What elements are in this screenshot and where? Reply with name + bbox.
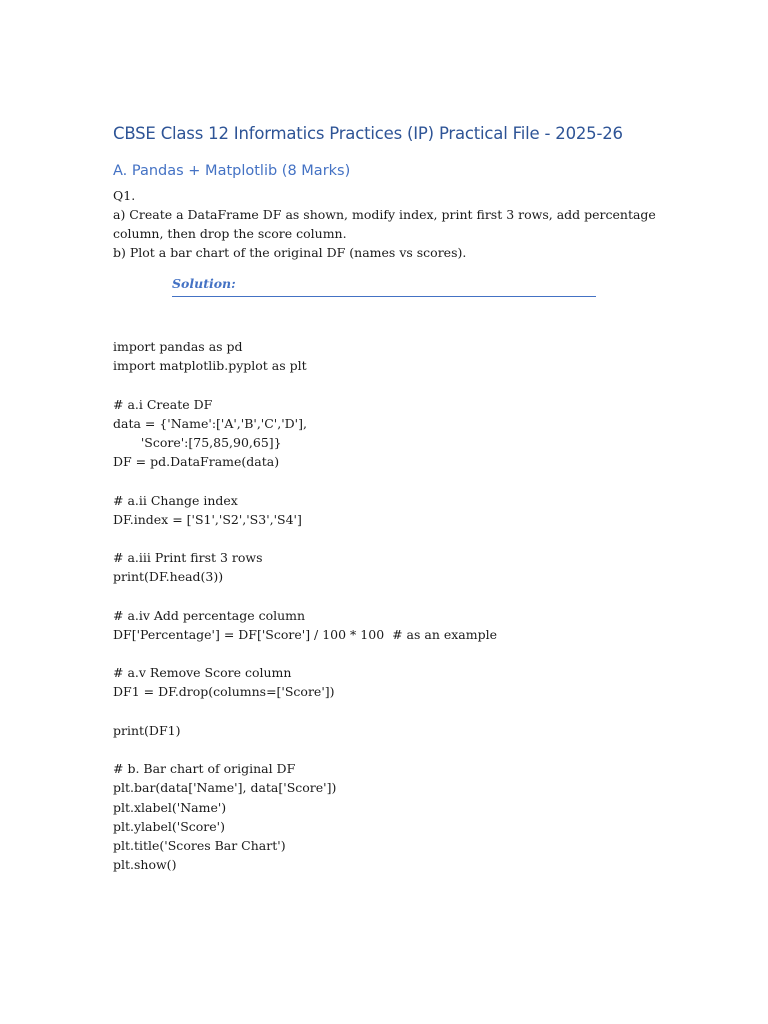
code-line: # a.iv Add percentage column: [113, 607, 306, 623]
code-line: data = {'Name':['A','B','C','D'],: [113, 415, 307, 431]
code-line: plt.bar(data['Name'], data['Score']): [113, 780, 337, 796]
code-line: import matplotlib.pyplot as plt: [113, 358, 307, 374]
code-line: # a.i Create DF: [113, 396, 213, 412]
code-line: print(DF.head(3)): [113, 569, 224, 585]
code-line: plt.title('Scores Bar Chart'): [113, 837, 286, 853]
code-line: print(DF1): [113, 722, 181, 738]
code-blank-line: [113, 375, 673, 394]
code-blank-line: [113, 586, 673, 605]
code-blank-line: [113, 471, 673, 490]
code-block: [113, 337, 673, 874]
question-line: b) Plot a bar chart of the original DF (names vs scores).: [113, 245, 467, 260]
code-line: # b. Bar chart of original DF: [113, 761, 296, 777]
document-title: CBSE Class 12 Informatics Practices (IP) Practical File - 2025-26: [113, 124, 623, 143]
section-heading: A. Pandas + Matplotlib (8 Marks): [113, 163, 351, 179]
code-line: DF = pd.DataFrame(data): [113, 454, 280, 470]
question-line: a) Create a DataFrame DF as shown, modify index, print first 3 rows, add percentage: [113, 207, 656, 222]
code-line: # a.ii Change index: [113, 492, 238, 508]
solution-divider: [172, 296, 596, 297]
code-blank-line: [113, 740, 673, 759]
code-blank-line: [113, 644, 673, 663]
question-number: Q1.: [113, 188, 136, 203]
code-line: plt.show(): [113, 857, 177, 873]
code-line: 'Score':[75,85,90,65]}: [113, 434, 282, 450]
code-line: plt.xlabel('Name'): [113, 799, 227, 815]
code-blank-line: [113, 702, 673, 721]
question-line: column, then drop the score column.: [113, 226, 347, 241]
code-line: import pandas as pd: [113, 339, 243, 354]
code-line: DF['Percentage'] = DF['Score'] / 100 * 100 # as an example: [113, 626, 498, 642]
code-line: DF.index = ['S1','S2','S3','S4']: [113, 511, 302, 527]
code-blank-line: [113, 529, 673, 548]
code-line: plt.ylabel('Score'): [113, 818, 225, 834]
code-line: # a.iii Print first 3 rows: [113, 550, 263, 566]
solution-label: Solution:: [172, 276, 236, 291]
code-line: DF1 = DF.drop(columns=['Score']): [113, 684, 335, 700]
question-block: [113, 186, 656, 262]
code-line: # a.v Remove Score column: [113, 665, 292, 681]
